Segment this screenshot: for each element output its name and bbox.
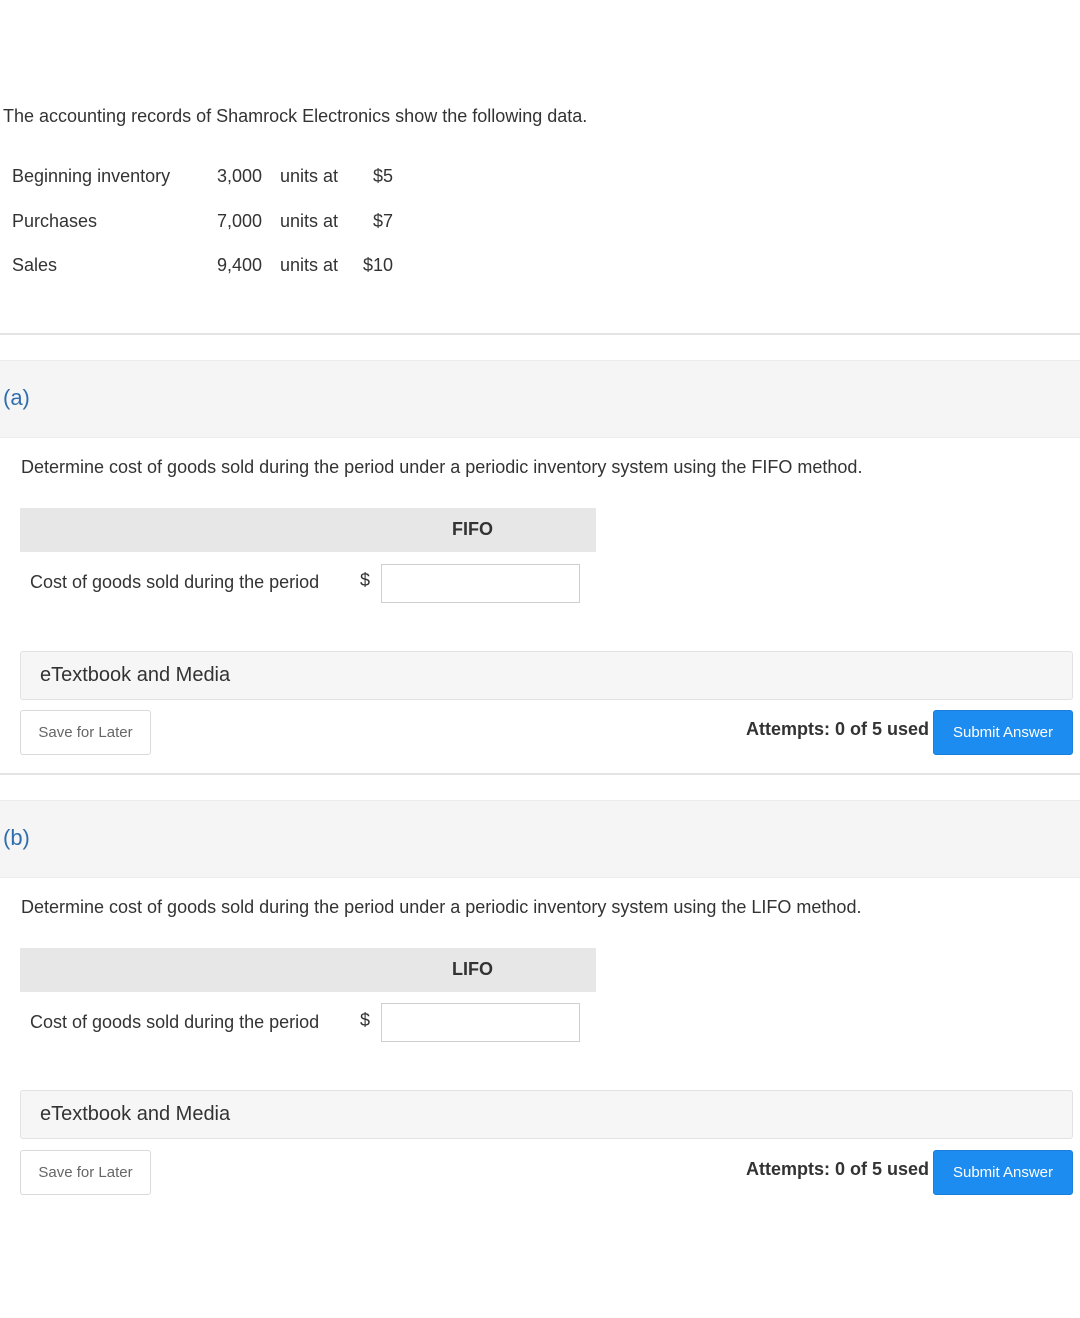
inventory-qty: 3,000 [216,166,262,186]
inventory-price: $5 [372,166,393,186]
part-b-row-label: Cost of goods sold during the period [30,1012,320,1032]
section-divider [0,773,1080,775]
inventory-units: units at [280,255,339,275]
part-b-header [0,800,1080,878]
inventory-qty: 7,000 [216,210,262,231]
method-label: LIFO [452,959,493,979]
inventory-label: Sales [12,255,58,275]
part-a-attempts: Attempts: 0 of 5 used [746,719,930,739]
part-b-method-header [20,948,596,992]
part-b-attempts: Attempts: 0 of 5 used [746,1159,930,1179]
part-a-save-for-later-button[interactable]: Save for Later [20,710,151,755]
part-a-method-header [20,508,596,552]
problem-intro: The accounting records of Shamrock Electronics show the following data. [3,106,588,126]
inventory-price: $10 [362,255,393,275]
inventory-label: Purchases [12,210,98,231]
inventory-units: units at [280,210,339,231]
part-a-label: (a) [3,385,30,410]
currency-symbol: $ [360,1010,371,1030]
inventory-price: $7 [372,210,393,231]
part-b-cogs-input[interactable] [381,1003,580,1042]
inventory-units: units at [280,166,339,186]
method-label: FIFO [452,519,493,539]
etextbook-label: eTextbook and Media [40,664,231,686]
part-b-etextbook-media[interactable] [20,1090,1073,1139]
etextbook-label: eTextbook and Media [40,1103,231,1125]
part-b-label: (b) [3,825,30,850]
inventory-qty: 9,400 [216,255,262,275]
part-a-question: Determine cost of goods sold during the period under a periodic inventory system using the FIFO method. [21,457,863,477]
part-a-etextbook-media[interactable] [20,651,1073,700]
part-a-row-label: Cost of goods sold during the period [30,572,320,592]
part-a-submit-answer-button[interactable]: Submit Answer [933,710,1073,755]
part-b-submit-answer-button[interactable]: Submit Answer [933,1150,1073,1195]
section-divider [0,333,1080,335]
inventory-label: Beginning inventory [12,166,171,186]
part-b-question: Determine cost of goods sold during the period under a periodic inventory system using the LIFO method. [21,897,862,917]
currency-symbol: $ [360,570,371,590]
part-b-save-for-later-button[interactable]: Save for Later [20,1150,151,1195]
part-a-header [0,360,1080,438]
part-a-cogs-input[interactable] [381,564,580,603]
